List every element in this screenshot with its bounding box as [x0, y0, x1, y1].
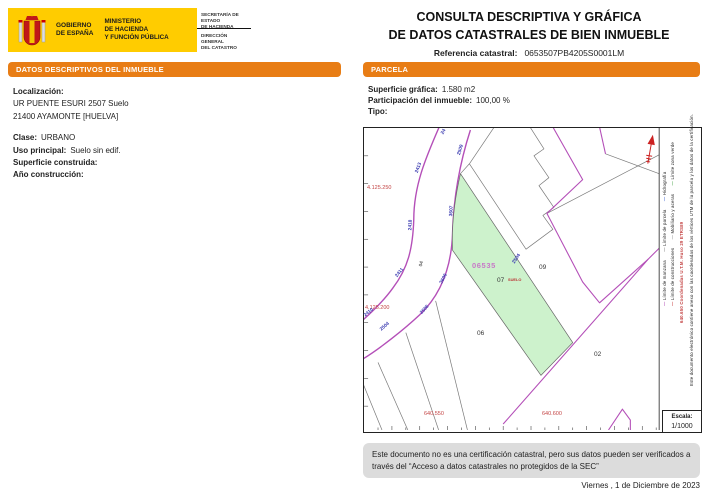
parcel-boundary-line [547, 155, 659, 214]
legend-item-label: Límite de construcciones [670, 247, 675, 301]
legend-line-sample: — [670, 179, 675, 186]
scale-label: Escala: [671, 414, 693, 420]
parcel-panel-header: PARCELA [363, 62, 700, 77]
legend-row-line-types-2 [670, 134, 675, 306]
property-data-panel [8, 62, 341, 182]
map-disclaimer-note: Este documento electrónico contiene anexo con las coordenadas de los vértices UTM de la parcela y los datos de la certificación. [689, 113, 694, 386]
directorate-line1: DIRECCIÓN GENERAL [201, 33, 228, 44]
road-number-label: 2411 [394, 267, 406, 279]
field-value: URBANO [41, 133, 76, 143]
secretary-line1: SECRETARÍA DE ESTADO [201, 12, 239, 23]
parcel-number-label: SUELO [508, 277, 522, 282]
legend-line-sample: — [670, 233, 675, 240]
legend-item-label: Límite de manzana [662, 260, 667, 301]
government-line1: GOBIERNO [56, 21, 92, 29]
government-banner [8, 8, 197, 52]
manzana-boundary-line [600, 128, 606, 154]
field-label: Clase: [13, 133, 38, 143]
road-number-label: 2506 [419, 304, 431, 316]
ministry-label [104, 18, 168, 42]
road-number-label: 24 [440, 128, 448, 136]
field-clase [13, 132, 341, 144]
cadastral-map [363, 113, 702, 433]
field-value: 1.580 m2 [441, 85, 476, 94]
field-tipo [368, 106, 700, 117]
secretary-line2: DE HACIENDA [201, 23, 234, 29]
parcel-panel-body [363, 77, 700, 118]
document-title-block [356, 9, 702, 58]
field-label: Uso principal: [13, 145, 67, 155]
field-value: 100,00 % [476, 96, 510, 106]
legend-line-sample: — [662, 300, 667, 306]
road-number-label: 3607 [449, 205, 455, 217]
directorate-label [197, 29, 251, 51]
location-label: Localización: [13, 87, 64, 96]
parcel-boundary-line [364, 381, 382, 430]
map-coordinate-label: 640.550 [424, 411, 444, 417]
road-number-label: 2410 [363, 307, 375, 319]
parcel-boundary-line [606, 154, 660, 174]
map-coordinate-label: 4.125.250 [367, 185, 392, 191]
cadastral-map-canvas [364, 113, 699, 430]
road-number-label: 2504 [511, 253, 523, 265]
parcel-number-label: 06535 [472, 261, 496, 270]
legend-line-sample: — [662, 195, 667, 202]
road-number-label: 2413 [414, 162, 424, 174]
parcel-boundary-line [460, 164, 469, 174]
road-number-label: 04 [418, 260, 426, 268]
spain-coat-of-arms-icon [17, 12, 47, 49]
road-number-label: 2509 [457, 144, 465, 156]
field-label: Superficie construida: [13, 157, 98, 167]
legend-item-label: Límite zona verde [670, 141, 675, 180]
utm-coordinates-note: 640.650 Coordenadas U.T.M. Huso 29 ETRS89 [679, 221, 684, 323]
field-label: Año construcción: [13, 170, 84, 180]
certification-notice: Este documento no es una certificación catastral, pero sus datos pueden ser verificados a través del “Acceso a datos catastrales no protegidos de la SEC” [363, 443, 700, 478]
ministry-line2: DE HACIENDA [104, 26, 149, 34]
field-superficie-construida [13, 157, 341, 169]
manzana-boundary-line [608, 409, 630, 430]
scale-value: 1/1000 [671, 422, 693, 430]
directorate-line2: DEL CATASTRO [201, 44, 237, 50]
location-address: UR PUENTE ESURI 2507 Suelo [13, 99, 129, 109]
field-ano-construccion [13, 169, 341, 181]
document-date: Viernes , 1 de Diciembre de 2023 [581, 481, 700, 490]
parcel-panel [363, 62, 700, 118]
road-number-label: 2504 [379, 321, 391, 333]
legend-item-label: Límite de parcela [662, 209, 667, 246]
parcel-number-label: 02 [594, 351, 602, 358]
title-line2: DE DATOS CATASTRALES DE BIEN INMUEBLE [388, 27, 670, 42]
parcel-number-label: 09 [539, 264, 547, 271]
field-label: Participación del inmueble: [368, 96, 473, 106]
ministry-line3: Y FUNCIÓN PÚBLICA [104, 33, 169, 41]
parcel-number-label: 06 [477, 330, 485, 337]
property-panel-body [8, 77, 341, 182]
location-block [13, 86, 341, 123]
legend-line-sample: — [670, 300, 675, 306]
subject-parcel-polygon [452, 174, 572, 376]
ministry-line1: MINISTERIO [104, 18, 142, 26]
map-coordinate-label: 4.125.200 [365, 305, 390, 311]
secretary-box [197, 8, 251, 52]
legend-line-sample: — [662, 245, 667, 252]
secretary-label [197, 8, 251, 29]
page-title [356, 9, 702, 44]
map-coordinate-label: 640.600 [542, 411, 562, 417]
field-participacion [368, 95, 700, 106]
location-city: 21400 AYAMONTE [HUELVA] [13, 111, 119, 121]
title-line1: CONSULTA DESCRIPTIVA Y GRÁFICA [416, 10, 642, 24]
reference-value: 0653507PB4205S0001LM [524, 48, 625, 58]
road-number-label: 3606 [439, 273, 449, 285]
field-uso-principal [13, 145, 341, 157]
scale-box [662, 410, 701, 432]
parcel-boundary-line [378, 362, 408, 430]
government-label [56, 22, 93, 38]
road-number-label: 2418 [408, 219, 414, 231]
government-line2: DE ESPAÑA [56, 30, 94, 37]
legend-item-label: Mobiliario y aceras [670, 193, 675, 234]
cadastral-reference [356, 48, 702, 58]
field-label: Tipo: [368, 107, 388, 117]
reference-label: Referencia catastral: [433, 48, 518, 58]
field-superficie-grafica [368, 84, 700, 95]
property-panel-header: DATOS DESCRIPTIVOS DEL INMUEBLE [8, 62, 341, 77]
parcel-number-label: 07 [497, 277, 505, 284]
legend-item-label: Hidrografía [662, 171, 667, 196]
road-boundary-line [364, 128, 440, 321]
legend-row-line-types [662, 134, 667, 306]
field-label: Superficie gráfica: [368, 85, 438, 94]
field-value: Suelo sin edif. [70, 145, 121, 155]
